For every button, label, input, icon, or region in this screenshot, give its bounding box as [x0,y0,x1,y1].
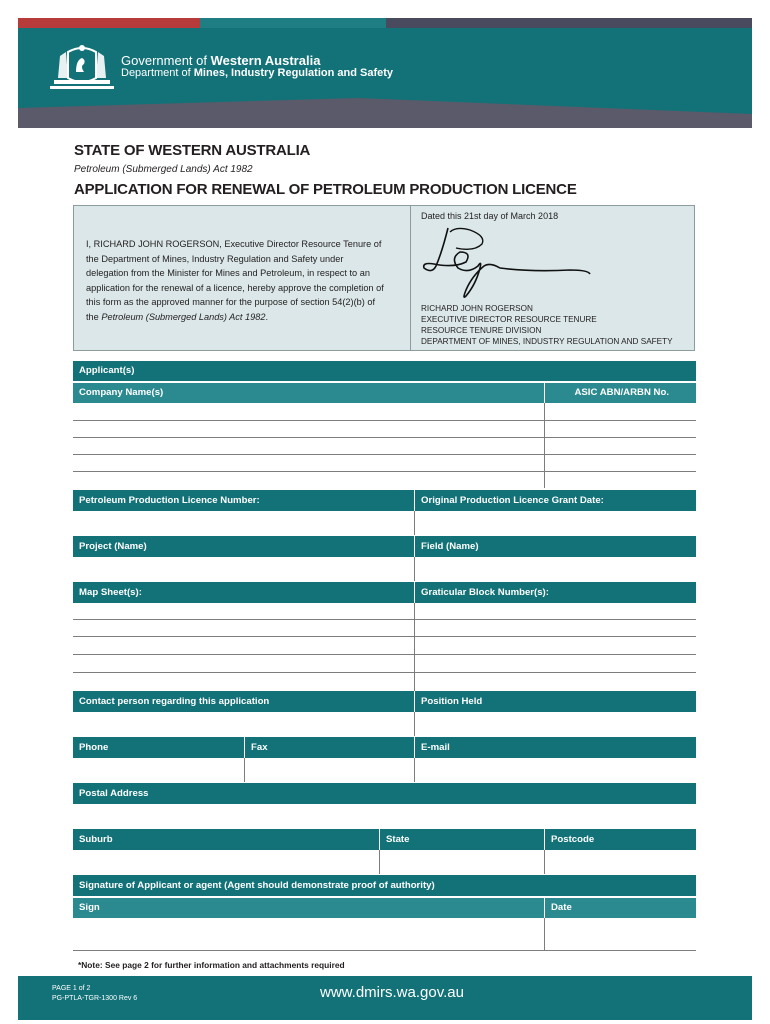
position-header: Position Held [415,691,696,712]
delegation-divider [410,205,411,351]
sign-input[interactable] [73,918,544,950]
graticular-input-1[interactable] [415,603,696,619]
company-name-input-1[interactable] [73,403,544,420]
column-divider [414,557,415,581]
asic-input-3[interactable] [545,438,696,454]
state-title: STATE OF WESTERN AUSTRALIA [74,142,311,159]
position-input[interactable] [415,712,696,736]
column-divider [544,403,545,488]
field-header: Field (Name) [415,536,696,557]
field-input[interactable] [415,557,696,581]
act-subtitle: Petroleum (Submerged Lands) Act 1982 [74,164,253,175]
row-divider [73,471,696,472]
graticular-input-4[interactable] [415,655,696,672]
header-accent-slate [386,18,752,28]
email-input[interactable] [415,758,696,782]
signatory-title: EXECUTIVE DIRECTOR RESOURCE TENURE [421,315,597,324]
fax-input[interactable] [245,758,414,782]
sign-header: Sign [73,898,544,918]
phone-input[interactable] [73,758,244,782]
company-names-header: Company Name(s) [73,383,544,403]
postal-address-input[interactable] [73,804,696,828]
postcode-input[interactable] [545,850,696,874]
column-divider [244,758,245,782]
state-header: State [380,829,544,850]
date-header: Date [545,898,696,918]
state-input[interactable] [380,850,544,874]
department-name [121,67,393,79]
government-name [121,53,320,68]
signatory-department: DEPARTMENT OF MINES, INDUSTRY REGULATION AND SAFETY [421,337,673,346]
project-input[interactable] [73,557,414,581]
dept-name: Mines, Industry Regulation and Safety [193,67,394,79]
date-input[interactable] [545,918,696,950]
column-divider [414,758,415,782]
company-name-input-4[interactable] [73,455,544,471]
column-divider [544,850,545,874]
delegation-end: . [265,311,268,322]
dept-prefix: Department of [121,67,194,79]
company-name-input-2[interactable] [73,421,544,437]
row-divider [73,672,696,673]
form-code: PG-PTLA-TGR-1300 Rev 6 [52,995,138,1002]
delegation-text [86,237,386,325]
delegation-body: I, RICHARD JOHN ROGERSON, Executive Director Resource Tenure of the Department of Mines, Industry Regulation and Safety under delegation from the Minister for Mines and Petroleum, in respect to an application for the renewal of a licence, hereby approve the completion of this form as the approved manner for the purpose of section 54(2)(b) of the [86,239,384,322]
asic-header: ASIC ABN/ARBN No. [545,383,696,403]
column-divider [414,511,415,535]
grant-date-header: Original Production Licence Grant Date: [415,490,696,511]
govt-prefix: Government of [121,53,211,68]
suburb-header: Suburb [73,829,379,850]
licence-number-header: Petroleum Production Licence Number: [73,490,414,511]
postcode-header: Postcode [545,829,696,850]
map-sheet-input-2[interactable] [73,620,414,636]
fax-header: Fax [245,737,414,758]
licence-number-input[interactable] [73,511,414,535]
graticular-header: Graticular Block Number(s): [415,582,696,603]
contact-input[interactable] [73,712,414,736]
column-divider [414,712,415,736]
map-sheet-input-4[interactable] [73,655,414,672]
asic-input-2[interactable] [545,421,696,437]
header-accent-red [18,18,200,28]
map-sheet-input-1[interactable] [73,603,414,619]
column-divider [544,918,545,950]
signatory-division: RESOURCE TENURE DIVISION [421,326,542,335]
postal-address-header: Postal Address [73,783,696,804]
dated-text: Dated this 21st day of March 2018 [421,211,559,221]
project-header: Project (Name) [73,536,414,557]
handwritten-signature [420,222,592,302]
contact-header: Contact person regarding this application [73,691,414,712]
wa-crest-logo [46,42,118,94]
page-number: PAGE 1 of 2 [52,985,91,992]
graticular-input-2[interactable] [415,620,696,636]
govt-name: Western Australia [210,53,321,68]
application-title: APPLICATION FOR RENEWAL OF PETROLEUM PRODUCTION LICENCE [74,181,577,198]
map-sheet-input-3[interactable] [73,637,414,654]
header-accent-teal [200,18,386,28]
applicants-header: Applicant(s) [73,361,696,381]
suburb-input[interactable] [73,850,379,874]
graticular-input-3[interactable] [415,637,696,654]
website-link[interactable]: www.dmirs.wa.gov.au [320,984,464,1001]
delegation-act: Petroleum (Submerged Lands) Act 1982 [101,311,266,322]
grant-date-input[interactable] [415,511,696,535]
column-divider [414,603,415,691]
form-bottom-line [73,950,696,951]
column-divider [379,850,380,874]
company-name-input-3[interactable] [73,438,544,454]
email-header: E-mail [415,737,696,758]
phone-header: Phone [73,737,244,758]
map-sheets-header: Map Sheet(s): [73,582,414,603]
asic-input-1[interactable] [545,403,696,420]
signature-section-header: Signature of Applicant or agent (Agent should demonstrate proof of authority) [73,875,696,896]
page2-note: *Note: See page 2 for further information and attachments required [78,960,345,970]
signatory-name: RICHARD JOHN ROGERSON [421,304,533,313]
asic-input-4[interactable] [545,455,696,471]
